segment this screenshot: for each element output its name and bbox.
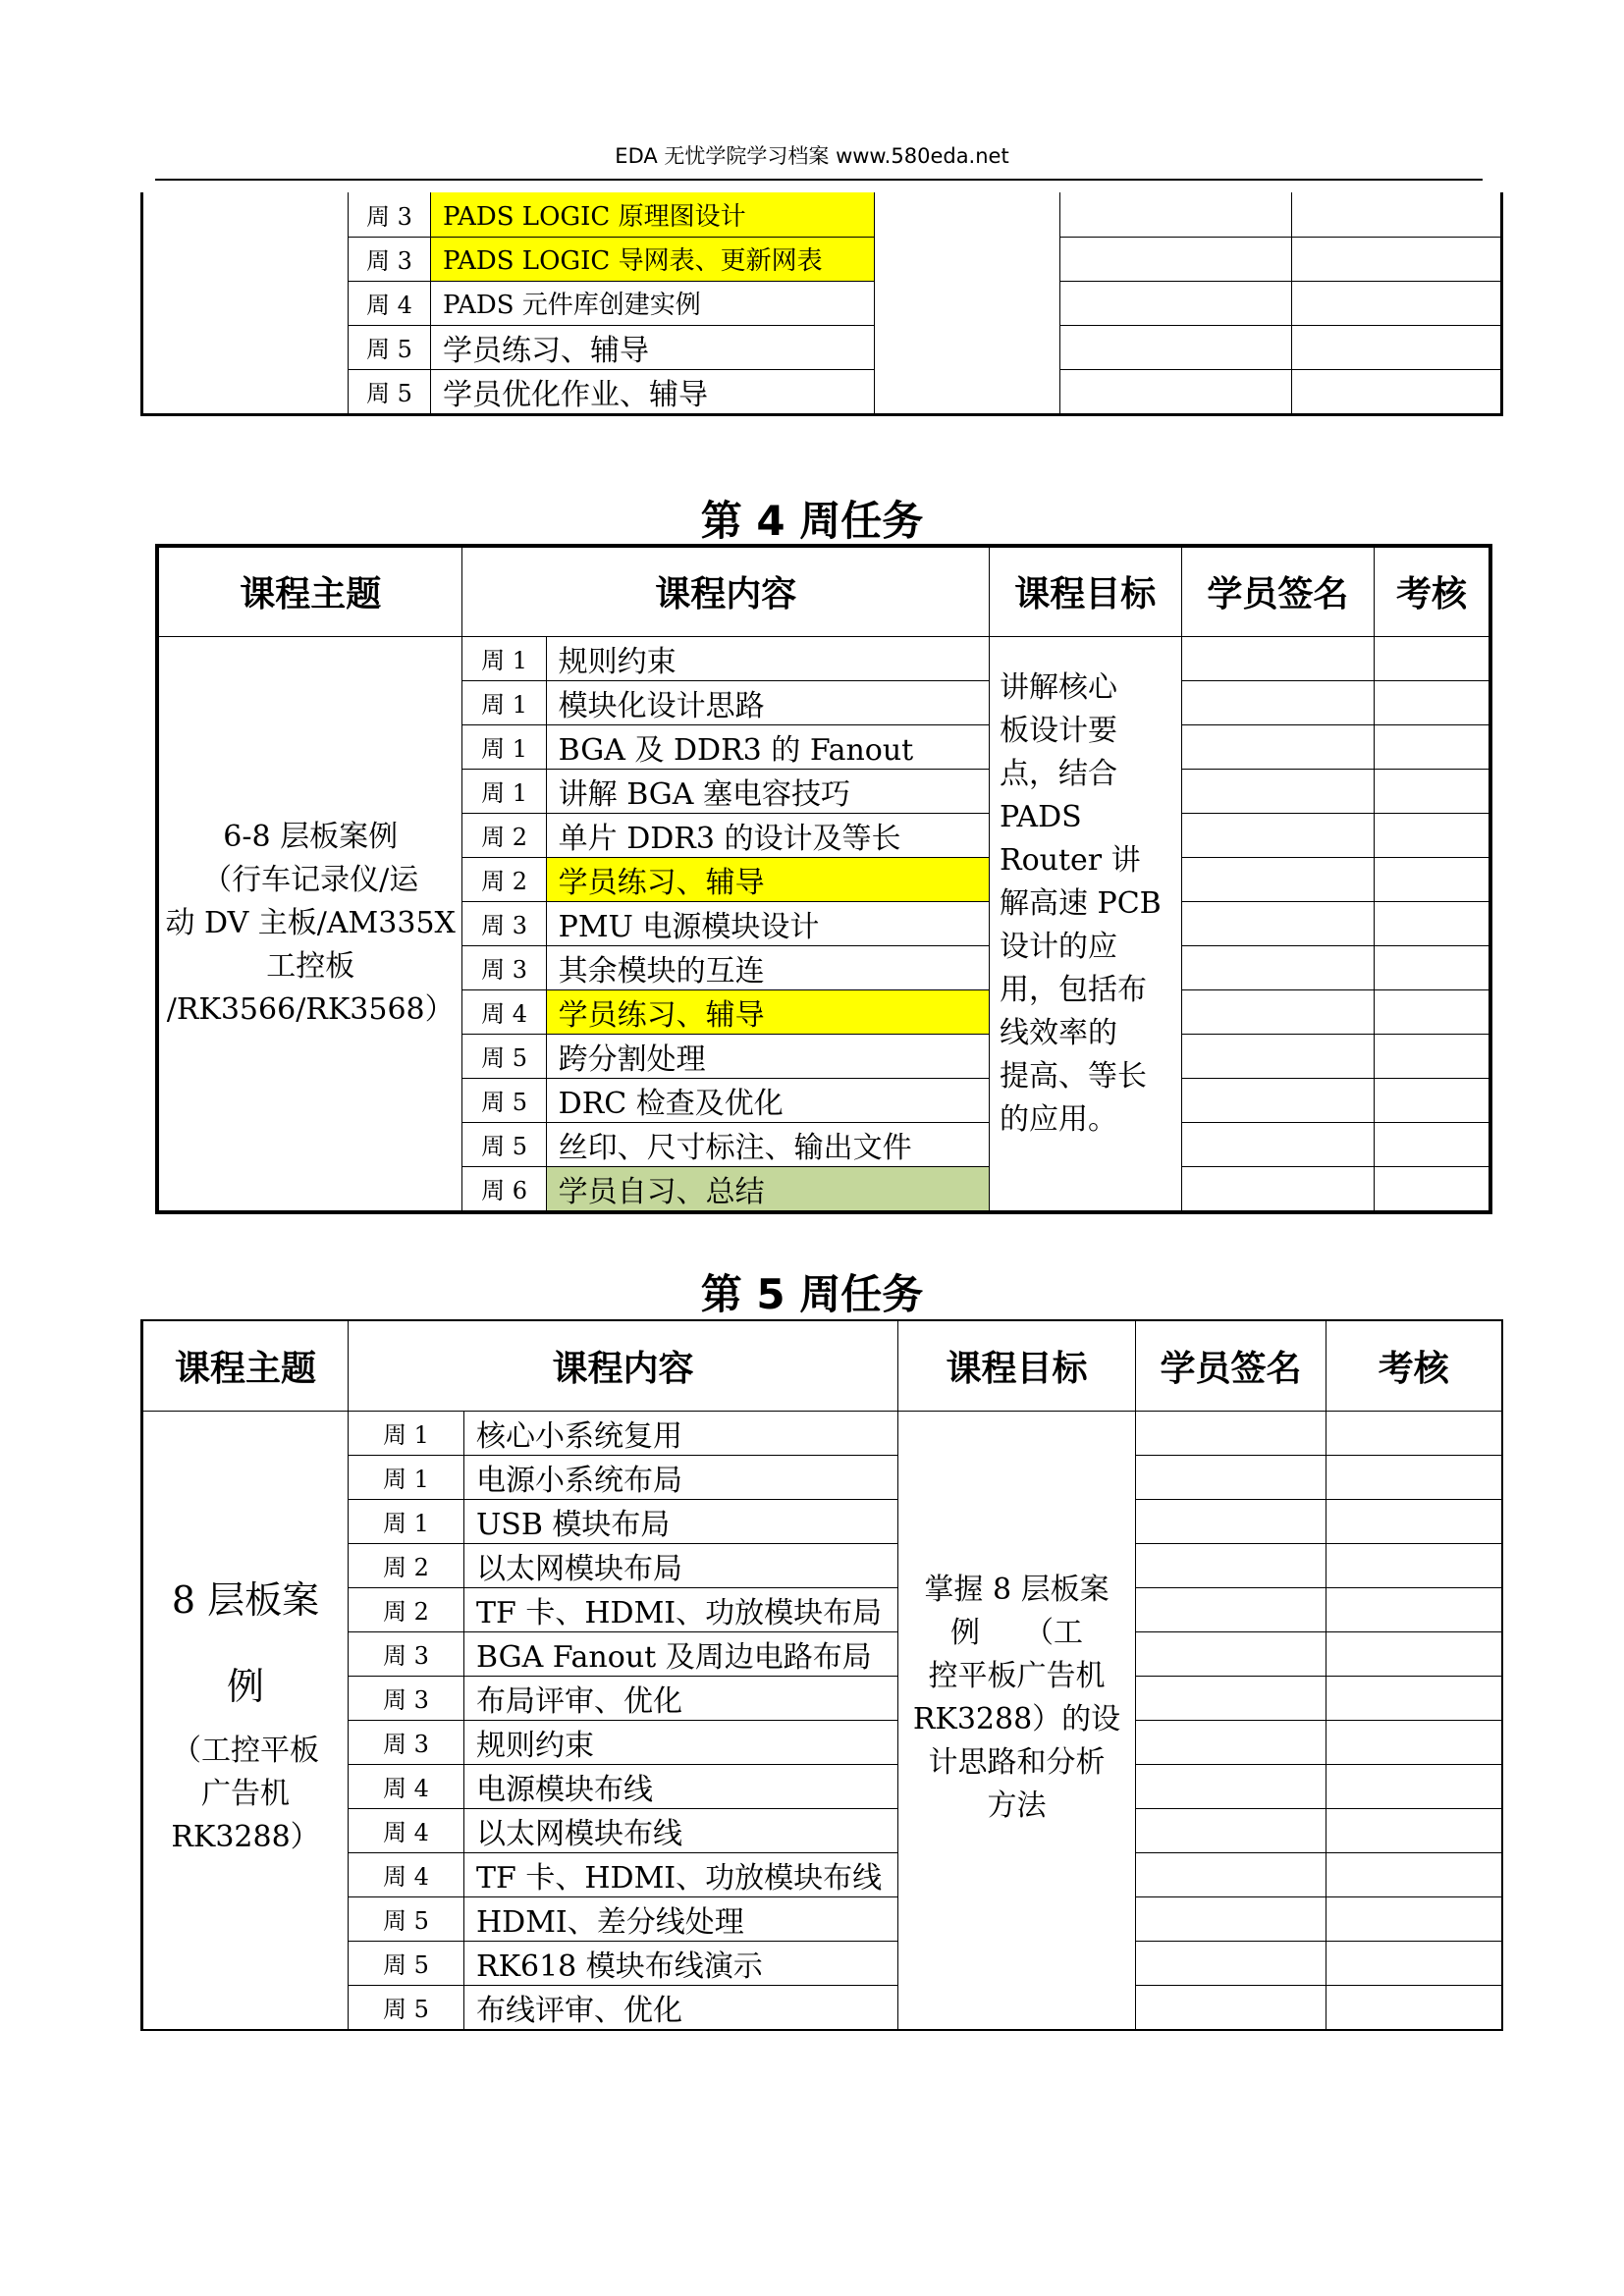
content-cell: 布线评审、优化 — [464, 1985, 898, 2030]
week-cell: 周 3 — [349, 1676, 464, 1720]
header-course-topic: 课程主题 — [157, 546, 462, 636]
topic-line: 动 DV 主板/AM335X — [165, 905, 456, 940]
assessment-cell[interactable] — [1375, 901, 1490, 945]
assessment-cell[interactable] — [1292, 237, 1502, 281]
content-cell: PADS LOGIC 导网表、更新网表 — [431, 237, 875, 281]
week-cell: 周 5 — [349, 369, 431, 414]
content-cell: 学员练习、辅导 — [546, 989, 989, 1034]
header-course-goal: 课程目标 — [989, 546, 1181, 636]
signature-cell[interactable] — [1136, 1896, 1326, 1941]
week-cell: 周 1 — [349, 1411, 464, 1455]
assessment-cell[interactable] — [1375, 857, 1490, 901]
goal-line: 计思路和分析 — [928, 1744, 1106, 1780]
signature-cell[interactable] — [1181, 813, 1375, 857]
goal-line: 提高、等长 — [999, 1058, 1147, 1094]
signature-cell[interactable] — [1136, 1941, 1326, 1985]
week-cell: 周 3 — [462, 945, 546, 989]
signature-cell[interactable] — [1060, 192, 1292, 237]
content-cell: PADS LOGIC 原理图设计 — [431, 192, 875, 237]
topic-line: /RK3566/RK3568） — [166, 991, 455, 1027]
week-cell: 周 3 — [349, 1720, 464, 1764]
week-cell: 周 1 — [462, 680, 546, 724]
assessment-cell[interactable] — [1326, 1808, 1502, 1852]
topic-subline: （工控平板 — [172, 1733, 319, 1768]
assessment-cell[interactable] — [1326, 1941, 1502, 1985]
header-course-topic: 课程主题 — [142, 1320, 349, 1411]
header-course-goal: 课程目标 — [898, 1320, 1136, 1411]
assessment-cell[interactable] — [1375, 813, 1490, 857]
table-row — [142, 192, 1502, 237]
content-cell: TF 卡、HDMI、功放模块布线 — [464, 1852, 898, 1896]
assessment-cell[interactable] — [1326, 1764, 1502, 1808]
goal-cell-empty — [875, 192, 1060, 414]
signature-cell[interactable] — [1181, 724, 1375, 769]
assessment-cell[interactable] — [1326, 1852, 1502, 1896]
week-cell: 周 1 — [462, 724, 546, 769]
content-cell: 规则约束 — [546, 636, 989, 680]
assessment-cell[interactable] — [1292, 192, 1502, 237]
week-cell: 周 3 — [462, 901, 546, 945]
assessment-cell[interactable] — [1326, 1720, 1502, 1764]
content-cell: 模块化设计思路 — [546, 680, 989, 724]
week-cell: 周 1 — [349, 1499, 464, 1543]
content-cell: USB 模块布局 — [464, 1499, 898, 1543]
topic-line: 6-8 层板案例 — [223, 819, 399, 854]
topic-subline: RK3288） — [171, 1819, 320, 1854]
content-cell: 学员优化作业、辅导 — [431, 369, 875, 414]
content-cell: TF 卡、HDMI、功放模块布局 — [464, 1587, 898, 1631]
assessment-cell[interactable] — [1326, 1676, 1502, 1720]
assessment-cell[interactable] — [1326, 1896, 1502, 1941]
content-cell: 学员练习、辅导 — [431, 325, 875, 369]
signature-cell[interactable] — [1060, 281, 1292, 325]
assessment-cell[interactable] — [1375, 1078, 1490, 1122]
goal-line: 板设计要 — [999, 713, 1117, 748]
course-goal — [898, 1411, 1136, 2030]
week-cell: 周 5 — [349, 1896, 464, 1941]
assessment-cell[interactable] — [1326, 1499, 1502, 1543]
signature-cell[interactable] — [1136, 1676, 1326, 1720]
topic-line: （行车记录仪/运 — [202, 862, 419, 897]
goal-line: 控平板广告机 — [928, 1658, 1106, 1693]
goal-line: Router 讲 — [999, 842, 1141, 878]
assessment-cell[interactable] — [1326, 1455, 1502, 1499]
goal-line: 线效率的 — [999, 1015, 1117, 1050]
signature-cell[interactable] — [1060, 325, 1292, 369]
week-cell: 周 5 — [349, 325, 431, 369]
week-cell: 周 2 — [349, 1543, 464, 1587]
signature-cell[interactable] — [1181, 1122, 1375, 1166]
goal-line: 的应用。 — [999, 1101, 1117, 1137]
content-cell: DRC 检查及优化 — [546, 1078, 989, 1122]
content-cell: PADS 元件库创建实例 — [431, 281, 875, 325]
course-goal — [989, 636, 1181, 1212]
assessment-cell[interactable] — [1326, 1631, 1502, 1676]
content-cell: 规则约束 — [464, 1720, 898, 1764]
signature-cell[interactable] — [1136, 1499, 1326, 1543]
assessment-cell[interactable] — [1326, 1587, 1502, 1631]
assessment-cell[interactable] — [1375, 1166, 1490, 1212]
header-assessment: 考核 — [1375, 546, 1490, 636]
content-cell: 单片 DDR3 的设计及等长 — [546, 813, 989, 857]
signature-cell[interactable] — [1136, 1720, 1326, 1764]
content-cell: HDMI、差分线处理 — [464, 1896, 898, 1941]
assessment-cell[interactable] — [1292, 281, 1502, 325]
assessment-cell[interactable] — [1375, 769, 1490, 813]
signature-cell[interactable] — [1136, 1455, 1326, 1499]
topic-cell-empty — [142, 192, 349, 414]
content-cell: 讲解 BGA 塞电容技巧 — [546, 769, 989, 813]
week4-table — [155, 544, 1492, 1214]
goal-line: 方法 — [987, 1788, 1047, 1823]
goal-line: 讲解核心 — [999, 669, 1117, 705]
course-topic — [142, 1411, 349, 2030]
signature-cell[interactable] — [1136, 1543, 1326, 1587]
assessment-cell[interactable] — [1292, 325, 1502, 369]
assessment-cell[interactable] — [1326, 1985, 1502, 2030]
content-cell: BGA 及 DDR3 的 Fanout — [546, 724, 989, 769]
content-cell: 学员自习、总结 — [546, 1166, 989, 1212]
signature-cell[interactable] — [1136, 1631, 1326, 1676]
week-cell: 周 5 — [462, 1078, 546, 1122]
assessment-cell[interactable] — [1375, 1122, 1490, 1166]
week-cell: 周 4 — [349, 1808, 464, 1852]
signature-cell[interactable] — [1181, 1034, 1375, 1078]
content-cell: 布局评审、优化 — [464, 1676, 898, 1720]
signature-cell[interactable] — [1136, 1764, 1326, 1808]
week-cell: 周 1 — [349, 1455, 464, 1499]
topic-line: 例 — [226, 1664, 264, 1708]
content-cell: 其余模块的互连 — [546, 945, 989, 989]
signature-cell[interactable] — [1181, 1166, 1375, 1212]
signature-cell[interactable] — [1181, 1078, 1375, 1122]
goal-line: 例 （工 — [950, 1615, 1084, 1650]
week-cell: 周 4 — [349, 281, 431, 325]
week-cell: 周 5 — [349, 1985, 464, 2030]
assessment-cell[interactable] — [1326, 1411, 1502, 1455]
page-header: EDA 无忧学院学习档案 www.580eda.net — [615, 144, 1009, 168]
week-cell: 周 2 — [349, 1587, 464, 1631]
content-cell: 核心小系统复用 — [464, 1411, 898, 1455]
week5-title: 第 5 周任务 — [700, 1270, 924, 1318]
assessment-cell[interactable] — [1375, 636, 1490, 680]
table-row — [157, 636, 1490, 680]
header-student-signature: 学员签名 — [1181, 546, 1375, 636]
content-cell: 电源小系统布局 — [464, 1455, 898, 1499]
goal-line: 掌握 8 层板案 — [924, 1572, 1110, 1607]
content-cell: 以太网模块布局 — [464, 1543, 898, 1587]
signature-cell[interactable] — [1060, 237, 1292, 281]
goal-line: 用，包括布 — [999, 972, 1147, 1007]
content-cell: 跨分割处理 — [546, 1034, 989, 1078]
week-cell: 周 1 — [462, 636, 546, 680]
week-cell: 周 2 — [462, 813, 546, 857]
header-student-signature: 学员签名 — [1136, 1320, 1326, 1411]
week-cell: 周 3 — [349, 192, 431, 237]
goal-line: RK3288）的设 — [912, 1701, 1121, 1736]
week-cell: 周 4 — [349, 1852, 464, 1896]
week-cell: 周 1 — [462, 769, 546, 813]
week-cell: 周 4 — [349, 1764, 464, 1808]
week4-title: 第 4 周任务 — [700, 497, 924, 545]
topic-subline: 广告机 — [201, 1776, 290, 1811]
signature-cell[interactable] — [1181, 769, 1375, 813]
assessment-cell[interactable] — [1375, 1034, 1490, 1078]
signature-cell[interactable] — [1136, 1852, 1326, 1896]
week-cell: 周 4 — [462, 989, 546, 1034]
content-cell: BGA Fanout 及周边电路布局 — [464, 1631, 898, 1676]
header-assessment: 考核 — [1326, 1320, 1502, 1411]
course-topic — [157, 636, 462, 1212]
assessment-cell[interactable] — [1375, 989, 1490, 1034]
content-cell: 丝印、尺寸标注、输出文件 — [546, 1122, 989, 1166]
week5-table — [140, 1319, 1503, 2031]
signature-cell[interactable] — [1181, 901, 1375, 945]
goal-line: 解高速 PCB — [999, 885, 1162, 921]
goal-line: PADS — [999, 799, 1082, 834]
topic-line: 工控板 — [266, 948, 355, 984]
week-cell: 周 2 — [462, 857, 546, 901]
week-cell: 周 5 — [462, 1122, 546, 1166]
header-rule — [155, 179, 1483, 181]
signature-cell[interactable] — [1136, 1411, 1326, 1455]
assessment-cell[interactable] — [1375, 724, 1490, 769]
signature-cell[interactable] — [1136, 1985, 1326, 2030]
signature-cell[interactable] — [1060, 369, 1292, 414]
topic-line: 8 层板案 — [171, 1577, 320, 1622]
content-cell: 电源模块布线 — [464, 1764, 898, 1808]
signature-cell[interactable] — [1181, 945, 1375, 989]
signature-cell[interactable] — [1181, 857, 1375, 901]
content-cell: PMU 电源模块设计 — [546, 901, 989, 945]
assessment-cell[interactable] — [1326, 1543, 1502, 1587]
week-cell: 周 6 — [462, 1166, 546, 1212]
signature-cell[interactable] — [1136, 1587, 1326, 1631]
signature-cell[interactable] — [1181, 989, 1375, 1034]
week-cell: 周 3 — [349, 237, 431, 281]
assessment-cell[interactable] — [1292, 369, 1502, 414]
content-cell: RK618 模块布线演示 — [464, 1941, 898, 1985]
goal-line: 设计的应 — [999, 929, 1117, 964]
signature-cell[interactable] — [1181, 636, 1375, 680]
week-cell: 周 5 — [349, 1941, 464, 1985]
content-cell: 以太网模块布线 — [464, 1808, 898, 1852]
week-cell: 周 5 — [462, 1034, 546, 1078]
signature-cell[interactable] — [1136, 1808, 1326, 1852]
table-row — [142, 1411, 1502, 1455]
week-cell: 周 3 — [349, 1631, 464, 1676]
goal-line: 点，结合 — [999, 756, 1117, 791]
header-course-content: 课程内容 — [462, 546, 990, 636]
content-cell: 学员练习、辅导 — [546, 857, 989, 901]
header-course-content: 课程内容 — [349, 1320, 898, 1411]
signature-cell[interactable] — [1181, 680, 1375, 724]
assessment-cell[interactable] — [1375, 945, 1490, 989]
week3-continuation-table — [140, 192, 1503, 416]
assessment-cell[interactable] — [1375, 680, 1490, 724]
